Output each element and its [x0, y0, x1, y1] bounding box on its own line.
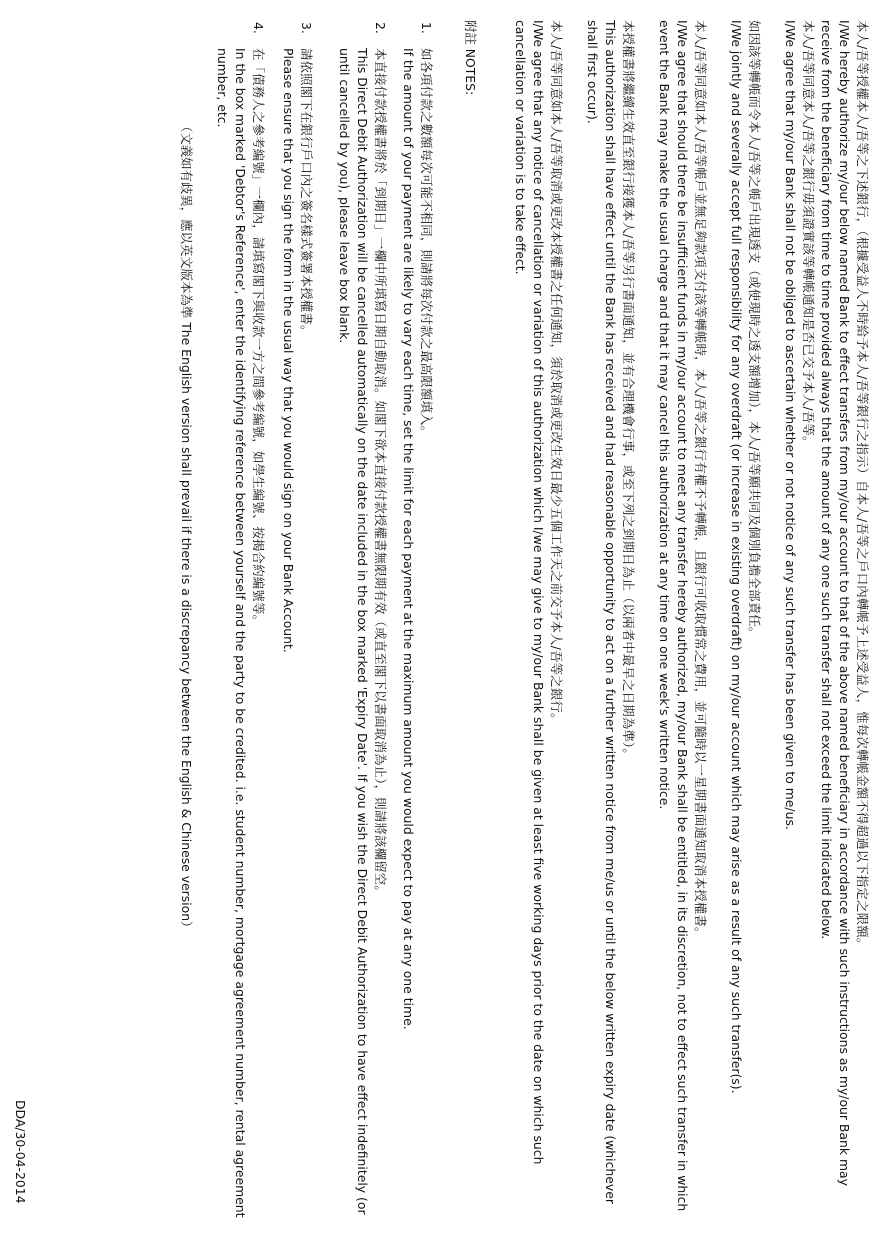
note-3-en: Please ensure that you sign the form in the usual way that you would sign on your Bank Account. — [281, 48, 296, 653]
form-code: DDA/30-04-2014 — [13, 1100, 28, 1204]
note-1-en: If the amount of your payment are likely to vary each time, set the limit for each payment at the maximum amount you would expect to pay at any one time. — [401, 48, 416, 1030]
authorization-paragraph-4-en: I/We agree that should there be insufficient funds in my/our account to meet any transfer hereby authorized, my/our Bank shall be entitled, in its discretion, not to effect such transfer in which event the Bank may make the usual charge and that it may cancel this authorization at any time on one week's written notice. — [657, 20, 690, 1212]
notes-heading: 附註 NOTES: — [463, 20, 478, 96]
authorization-paragraph-1-en: I/We hereby authorize my/our below named Bank to effect transfers from my/our account to that of the above named beneficiary in accordance with such instructions as my/our Bank may receive from the beneficiary from time to time provided always that the amount of any one such transfer shall not exceed the limit indicated below. — [819, 20, 852, 1186]
authorization-paragraph-5-zh: 本授權書將繼續生效直至銀行接獲本人/吾等另行書面通知，並有合理機會行事，或至下列之到期日為止（以兩者中最早之日期為準）。 — [621, 20, 636, 762]
note-1-zh: 如各項付款之數額每次可能不相同，則請將每次付款之最高限額填入。 — [419, 48, 434, 439]
authorization-paragraph-3-en: I/We jointly and severally accept full responsibility for any overdraft (or increase in existing overdraft) on my/our account which may arise as a result of any such transfer(s). — [729, 20, 744, 1094]
authorization-paragraph-1-zh: 本人/吾等授權本人/吾等之下述銀行，（根據受益人不時給予本人/吾等銀行之指示）自本人/吾等之戶口內轉帳予上述受益人，惟每次轉帳金額不得超過以下指定之限額。 — [855, 20, 870, 951]
note-4-zh: 在「債務人之參考編號」一欄內，請填寫閣下與收款一方之間參考編號，如學生編號、按揭合約編號等。 — [251, 48, 266, 628]
note-2-en: This Direct Debit Authorization will be cancelled automatically on the date included in the box marked 'Expiry Date'. If you wish the Direct Debit Authorization to have effect indefinitely (or until cancelled by you), please leave box blank. — [337, 48, 370, 1215]
authorization-paragraph-3-zh: 如因該等轉帳而令本人/吾等之帳戶出現透支（或使現時之透支額增加），本人/吾等願共同及個別負擔全部責任。 — [747, 20, 762, 640]
note-1-number: 1. — [419, 22, 434, 34]
note-4-en: In the box marked 'Debtor's Reference', enter the identifying reference between yourself and the party to be credited. i.e. student number, mortgage agreement number, rental agreement number, etc. — [215, 48, 248, 1218]
authorization-paragraph-4-zh: 本人/吾等同意如本人/吾等帳戶並無足夠款項支付該等轉帳時，本人/吾等之銀行有權不予轉帳，且銀行可收取慣常之費用，並可隨時以一星期書面通知取消本授權書。 — [693, 20, 708, 940]
authorization-paragraph-5-en: This authorization shall have effect until the Bank has received and had reasonable opportunity to act on a further written notice from me/us or until the below written expiry date (whichever shall first occur). — [585, 20, 618, 1204]
authorization-paragraph-6-zh: 本人/吾等同意如本人/吾等取消或更改本授權書之任何通知，須於取消或更改生效日最少五個工作天之前交予本人/吾等之銀行。 — [549, 20, 564, 726]
authorization-paragraph-2-zh: 本人/吾等同意本人/吾等之銀行毋須證實該等轉帳通知是否已交予本人/吾等。 — [801, 20, 816, 449]
note-3-zh: 請依照閣下在銀行戶口內之簽名樣式簽署本授權書。 — [299, 48, 314, 338]
note-2-number: 2. — [373, 22, 388, 34]
language-discrepancy-note: （文義如有歧異，應以英文版本為準 The English version shall prevail if there is a discrepancy between the English & Chinese version） — [179, 120, 194, 934]
note-2-zh: 本直接付款授權書將於「到期日」一欄中所填寫日期自動取消。如閣下欲本直接付款授權書無限期有效（或直至閣下以書面取消為止），則請將該欄留空。 — [373, 48, 388, 898]
note-4-number: 4. — [251, 22, 266, 34]
note-3-number: 3. — [299, 22, 314, 34]
authorization-paragraph-2-en: I/We agree that my/our Bank shall not be obliged to ascertain whether or not notice of any such transfer has been given to me/us. — [783, 20, 798, 830]
authorization-paragraph-6-en: I/We agree that any notice of cancellation or variation of this authorization which I/we may give to my/our Bank shall be given at least five working days prior to the date on which such cancellation or variation is to take effect. — [513, 20, 546, 1165]
